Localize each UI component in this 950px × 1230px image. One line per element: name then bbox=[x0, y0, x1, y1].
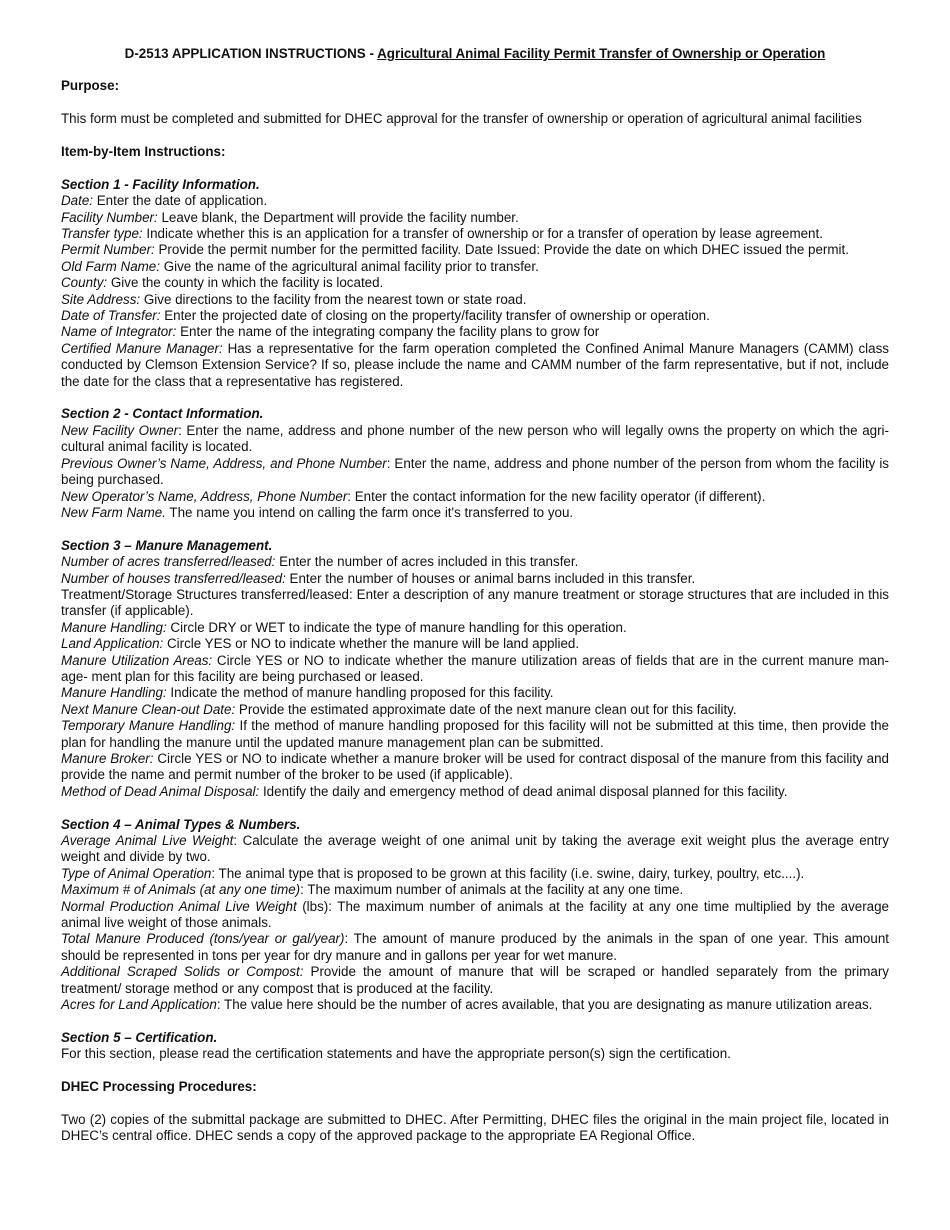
item-term: Transfer type: bbox=[61, 226, 143, 242]
item-text: Enter the number of houses or animal barns included in this transfer. bbox=[285, 570, 696, 586]
section-4 bbox=[61, 817, 889, 1014]
item-text: The name you intend on calling the farm once it's transferred to you. bbox=[165, 504, 574, 520]
item-text: Circle YES or NO to indicate whether a manure broker will be used for contract disposal of the manure from this facility and provide the name and permit number of the broker to be used (if applicable). bbox=[61, 750, 889, 783]
section-title-text: Section 3 – Manure Management bbox=[61, 537, 269, 553]
item-text: Provide the amount of manure that will be scraped or handled separately from the primary treatment/ storage method or any compost that is produced at the facility. bbox=[61, 964, 889, 996]
item-term: Method of Dead Animal Disposal: bbox=[61, 783, 260, 799]
item-text: Enter the name of the integrating company the facility plans to grow for bbox=[176, 324, 600, 340]
instruction-item bbox=[61, 210, 889, 226]
item-term: Average Animal Live Weight bbox=[61, 833, 234, 848]
section-title-text: Section 4 – Animal Types & Numbers bbox=[61, 816, 297, 832]
purpose-heading: Purpose: bbox=[61, 78, 120, 94]
instruction-item bbox=[61, 259, 889, 275]
item-text: : Enter the name, address and phone number of the new person who will legally owns the property on which the agri- cultural animal facility is located. bbox=[61, 422, 889, 455]
instruction-item bbox=[61, 636, 889, 652]
instruction-item bbox=[61, 226, 889, 242]
item-term: Additional Scraped Solids or Compost: bbox=[61, 964, 304, 980]
item-term: Number of acres transferred/leased: bbox=[61, 554, 276, 570]
item-text: Give directions to the facility from the nearest town or state road. bbox=[140, 291, 527, 307]
item-text: Indicate whether this is an application for a transfer of ownership or for a transfer of operation by lease agreement. bbox=[142, 226, 823, 242]
item-term: Acres for Land Application bbox=[61, 997, 217, 1013]
instruction-item bbox=[61, 193, 889, 209]
title-prefix: D-2513 APPLICATION INSTRUCTIONS - bbox=[124, 46, 378, 61]
instruction-item bbox=[61, 882, 889, 898]
item-term: Manure Utilization Areas: bbox=[61, 652, 213, 668]
section-2 bbox=[61, 406, 889, 521]
item-term: Site Address: bbox=[61, 291, 141, 307]
section-5 bbox=[61, 1030, 889, 1063]
item-term: New Farm Name. bbox=[61, 504, 166, 520]
item-text: Has a representative for the farm operation completed the Confined Animal Manure Managers (CAMM) class conducted by Clemson Extension Service? If so, please include the name and CAMM number of the farm representative, but if not, include the date for the class that a representative has registered. bbox=[61, 340, 889, 389]
instruction-item bbox=[61, 423, 889, 456]
item-text: For this section, please read the certification statements and have the appropriate person(s) sign the certification. bbox=[61, 1046, 731, 1062]
item-term: Date: bbox=[61, 193, 94, 209]
section-1 bbox=[61, 177, 889, 390]
item-term: Name of Integrator: bbox=[61, 324, 177, 340]
instructions-heading: Item-by-Item Instructions: bbox=[61, 144, 226, 159]
section-title-text: Section 5 – Certification bbox=[61, 1029, 214, 1045]
item-term: Manure Handling: bbox=[61, 619, 167, 635]
instruction-item bbox=[61, 1046, 889, 1062]
instruction-item bbox=[61, 308, 889, 324]
instruction-item bbox=[61, 702, 889, 718]
item-text: Leave blank, the Department will provide the facility number. bbox=[157, 209, 519, 225]
instruction-item bbox=[61, 505, 889, 521]
item-term: Maximum # of Animals (at any one time) bbox=[61, 882, 301, 898]
title-underlined: Agricultural Animal Facility Permit Transfer of Ownership or Operation bbox=[377, 46, 826, 61]
item-text: Indicate the method of manure handling proposed for this facility. bbox=[166, 685, 554, 701]
instruction-item bbox=[61, 784, 889, 800]
instruction-item bbox=[61, 931, 889, 964]
item-text: : The maximum number of animals at the facility at any one time. bbox=[300, 882, 684, 898]
item-text: : Enter the contact information for the new facility operator (if different). bbox=[347, 488, 766, 504]
item-text: Enter the date of application. bbox=[93, 193, 268, 209]
item-term: Old Farm Name: bbox=[61, 258, 160, 274]
section-title: Section 2 - Contact Information. bbox=[61, 406, 264, 422]
item-text: Circle YES or NO to indicate whether the manure utilization areas of fields that are in the current manure man- age- ment plan for this facility are being purchased or leased. bbox=[61, 652, 889, 684]
instruction-item bbox=[61, 997, 889, 1013]
instruction-item bbox=[61, 899, 889, 932]
instruction-item bbox=[61, 554, 889, 570]
item-text: Identify the daily and emergency method of dead animal disposal planned for this facility. bbox=[259, 783, 788, 799]
instruction-item bbox=[61, 833, 889, 866]
item-text: Give the name of the agricultural animal facility prior to transfer. bbox=[159, 258, 539, 274]
instruction-item bbox=[61, 324, 889, 340]
document-title bbox=[61, 46, 889, 62]
instruction-item bbox=[61, 718, 889, 751]
item-term: Date of Transfer: bbox=[61, 308, 161, 324]
instruction-item bbox=[61, 653, 889, 686]
instruction-item bbox=[61, 275, 889, 291]
item-text: Enter the number of acres included in this transfer. bbox=[275, 554, 579, 570]
instruction-item bbox=[61, 751, 889, 784]
item-text: Provide the estimated approximate date of the next manure clean out for this facility. bbox=[235, 701, 737, 717]
item-term: Facility Number: bbox=[61, 209, 158, 225]
instruction-item bbox=[61, 964, 889, 997]
instruction-item bbox=[61, 489, 889, 505]
item-text: : The amount of manure produced by the animals in the span of one year. This amount should be represented in tons per year for dry manure and in gallons per year for wet manure. bbox=[61, 931, 889, 963]
item-term: Permit Number: bbox=[61, 242, 155, 258]
item-text: Treatment/Storage Structures transferred/leased: Enter a description of any manure treatment or storage structures that are included in this transfer (if applicable). bbox=[61, 586, 889, 619]
item-text: Enter the projected date of closing on the property/facility transfer of ownership or operation. bbox=[160, 308, 710, 324]
item-text: If the method of manure handling proposed for this facility will not be submitted at this time, then provide the plan for handling the manure until the updated manure management plan can be submitted. bbox=[61, 718, 889, 750]
processing-heading: DHEC Processing Procedures: bbox=[61, 1079, 257, 1095]
instruction-item bbox=[61, 242, 889, 258]
instruction-item bbox=[61, 866, 889, 882]
processing-text: Two (2) copies of the submittal package are submitted to DHEC. After Permitting, DHEC files the original in the main project file, located in DHEC’s central office. DHEC sends a copy of the approved package to the appropriate EA Regional Office. bbox=[61, 1111, 889, 1144]
item-text: Give the county in which the facility is located. bbox=[107, 275, 384, 291]
item-term: Type of Animal Operation bbox=[61, 865, 212, 881]
section-title: Section 4 – Animal Types & Numbers. bbox=[61, 816, 301, 832]
item-term: County: bbox=[61, 275, 108, 291]
item-term: Temporary Manure Handling: bbox=[61, 718, 236, 734]
item-text: (lbs): The maximum number of animals at the facility at any one time multiplied by the average animal live weight of those animals. bbox=[61, 898, 890, 931]
item-text: : The animal type that is proposed to be grown at this facility (i.e. swine, dairy, turkey, poultry, etc....). bbox=[211, 865, 805, 881]
item-term: New Operator’s Name, Address, Phone Number bbox=[61, 488, 348, 504]
instruction-item bbox=[61, 587, 889, 620]
section-title: Section 1 - Facility Information. bbox=[61, 176, 260, 192]
item-text: Circle DRY or WET to indicate the type of manure handling for this operation. bbox=[166, 619, 627, 635]
section-title-text: Section 1 - Facility Information bbox=[61, 176, 256, 192]
section-title-text: Section 2 - Contact Information bbox=[61, 406, 260, 422]
item-term: Total Manure Produced (tons/year or gal/year) bbox=[61, 931, 345, 947]
item-term: Manure Broker: bbox=[61, 750, 154, 766]
item-text: : Enter the name, address and phone number of the person from whom the facility is being purchased. bbox=[61, 455, 889, 488]
item-text: : The value here should be the number of acres available, that you are designating as manure utilization areas. bbox=[216, 997, 873, 1013]
section-title: Section 5 – Certification. bbox=[61, 1029, 218, 1045]
section-title: Section 3 – Manure Management. bbox=[61, 537, 273, 553]
item-text: Provide the permit number for the permitted facility. Date Issued: Provide the date on which DHEC issued the permit. bbox=[154, 242, 849, 258]
instruction-item bbox=[61, 341, 889, 390]
purpose-text: This form must be completed and submitted for DHEC approval for the transfer of ownership or operation of agricultural animal facilities bbox=[61, 111, 862, 127]
item-term: Land Application: bbox=[61, 636, 164, 652]
item-term: Previous Owner’s Name, Address, and Phone Number bbox=[61, 455, 387, 471]
instruction-item bbox=[61, 571, 889, 587]
item-term: Certified Manure Manager: bbox=[61, 340, 223, 356]
instruction-item bbox=[61, 292, 889, 308]
instruction-item bbox=[61, 456, 889, 489]
item-term: Number of houses transferred/leased: bbox=[61, 570, 286, 586]
instruction-item bbox=[61, 620, 889, 636]
item-term: Next Manure Clean-out Date: bbox=[61, 701, 236, 717]
item-term: Normal Production Animal Live Weight bbox=[61, 898, 297, 914]
instruction-item bbox=[61, 685, 889, 701]
item-text: : Calculate the average weight of one animal unit by taking the average exit weight plus the average entry weight and divide by two. bbox=[61, 833, 889, 865]
sections-container bbox=[61, 177, 889, 1079]
item-term: Manure Handling: bbox=[61, 685, 167, 701]
item-term: New Facility Owner bbox=[61, 422, 179, 438]
section-3 bbox=[61, 538, 889, 801]
item-text: Circle YES or NO to indicate whether the manure will be land applied. bbox=[163, 636, 580, 652]
